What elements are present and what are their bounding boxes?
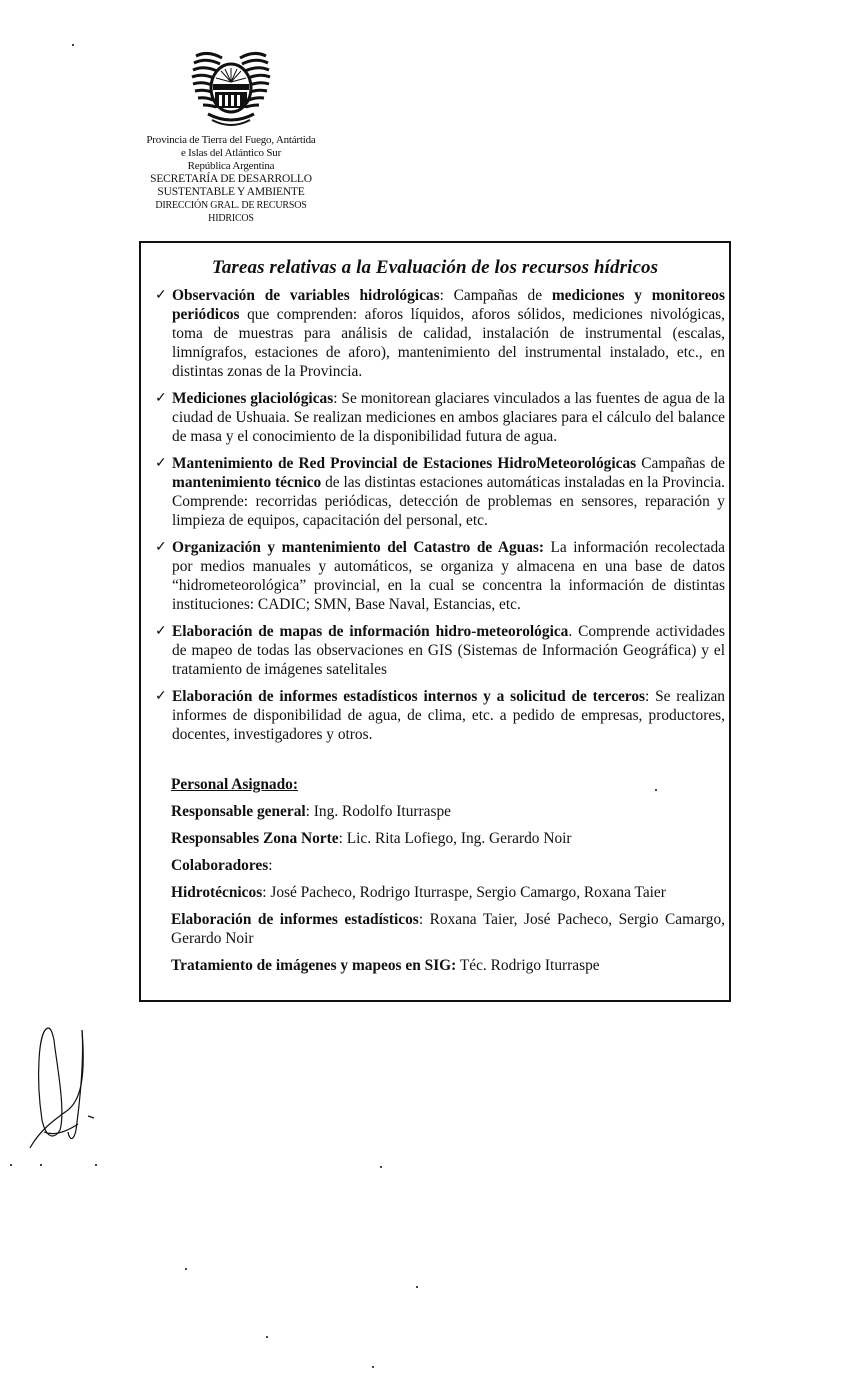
task-item bbox=[155, 389, 725, 446]
scan-speck bbox=[416, 1286, 418, 1288]
personnel-line bbox=[171, 856, 725, 875]
separator: : bbox=[338, 830, 347, 847]
personnel-role: Tratamiento de imágenes y mapeos en SIG: bbox=[171, 957, 457, 974]
task-heading: Mediciones glaciológicas bbox=[172, 390, 334, 407]
separator: : bbox=[268, 857, 273, 874]
personnel-line bbox=[171, 883, 725, 902]
personnel-line bbox=[171, 802, 725, 821]
task-bold-text: mediciones y monitoreos periódicos bbox=[172, 287, 725, 323]
letterhead-secretariat-line-1: SECRETARÍA DE DESARROLLO bbox=[150, 173, 312, 185]
task-heading: Mantenimiento de Red Provincial de Estaciones HidroMeteorológicas bbox=[172, 455, 637, 472]
task-item bbox=[155, 454, 725, 530]
tasks-box bbox=[139, 241, 731, 1002]
task-heading: Elaboración de informes estadísticos internos y a solicitud de terceros bbox=[172, 688, 646, 705]
provincial-coat-of-arms-icon bbox=[188, 46, 274, 128]
personnel-line bbox=[171, 956, 725, 975]
handwritten-signature-icon bbox=[20, 1020, 120, 1150]
separator: : bbox=[418, 911, 430, 928]
task-list bbox=[155, 286, 725, 752]
assigned-personnel bbox=[171, 775, 725, 983]
check-mark-icon: ✓ bbox=[155, 540, 167, 555]
personnel-role: Responsables Zona Norte bbox=[171, 830, 339, 847]
letterhead-province-line-2: e Islas del Atlántico Sur bbox=[180, 147, 282, 159]
letterhead-province-line-1: Provincia de Tierra del Fuego, Antártida bbox=[146, 134, 316, 146]
personnel-names: Ing. Rodolfo Iturraspe bbox=[313, 803, 451, 820]
task-text: que comprenden: aforos líquidos, aforos sólidos, mediciones nivológicas, toma de muestras para análisis de calidad, instalación de instrumental (escalas, limnígrafos, estaciones de aforo), mantenimiento del instrumental instalado, etc., en distintas zonas de la Provincia. bbox=[172, 306, 725, 380]
personnel-role: Colaboradores bbox=[171, 857, 269, 874]
task-bold-text: mantenimiento técnico bbox=[172, 474, 322, 491]
task-text: de las distintas estaciones automáticas instaladas en la Provincia. Comprende: recorridas periódicas, detección de problemas en sensores, reparación y limpieza de equipos, capacitación del personal, etc. bbox=[172, 474, 725, 529]
personnel-role: Hidrotécnicos bbox=[171, 884, 263, 901]
scan-speck bbox=[95, 1164, 97, 1166]
personnel-role: Elaboración de informes estadísticos bbox=[171, 911, 419, 928]
task-text: : Campañas de bbox=[439, 287, 552, 304]
letterhead-country: República Argentina bbox=[187, 160, 275, 172]
task-text: Campañas de bbox=[636, 455, 725, 472]
scan-speck bbox=[185, 1268, 187, 1270]
scan-speck bbox=[655, 789, 657, 791]
letterhead bbox=[118, 46, 344, 225]
letterhead-directorate-line-1: DIRECCIÓN GRAL. DE RECURSOS bbox=[155, 200, 307, 211]
task-item bbox=[155, 687, 725, 744]
personnel-heading bbox=[171, 775, 725, 794]
personnel-names: Lic. Rita Lofiego, Ing. Gerardo Noir bbox=[346, 830, 572, 847]
personnel-names: Roxana Taier, José Pacheco, Sergio Camargo, Gerardo Noir bbox=[171, 911, 726, 947]
scan-speck bbox=[72, 44, 74, 46]
task-text: La información recolectada por medios manuales y automáticos, se organiza y almacena en una base de datos “hidrometeorológica” provincial, en la cual se concentra la información de distintas instituciones: CADIC; SMN, Base Naval, Estancias, etc. bbox=[172, 539, 725, 613]
scan-speck bbox=[10, 1164, 12, 1166]
task-text: : Se realizan informes de disponibilidad de agua, de clima, etc. a pedido de empresas, productores, docentes, investigadores y otros. bbox=[172, 688, 725, 743]
scan-speck bbox=[40, 1164, 42, 1166]
check-mark-icon: ✓ bbox=[155, 391, 167, 406]
scan-speck bbox=[266, 1336, 268, 1338]
task-text: . Comprende actividades de mapeo de todas las observaciones en GIS (Sistemas de Información Geográfica) y el tratamiento de imágenes satelitales bbox=[172, 623, 725, 678]
personnel-line bbox=[171, 910, 725, 948]
check-mark-icon: ✓ bbox=[155, 288, 167, 303]
task-heading: Observación de variables hidrológicas bbox=[172, 287, 440, 304]
box-title: Tareas relativas a la Evaluación de los recursos hídricos bbox=[211, 257, 659, 278]
task-text: : Se monitorean glaciares vinculados a las fuentes de agua de la ciudad de Ushuaia. Se realizan mediciones en ambos glaciares para el cálculo del balance de masa y el conocimiento de la disponibilidad futura de agua. bbox=[172, 390, 725, 445]
check-mark-icon: ✓ bbox=[155, 624, 167, 639]
check-mark-icon: ✓ bbox=[155, 456, 167, 471]
task-heading: Elaboración de mapas de información hidro-meteorológica bbox=[172, 623, 569, 640]
check-mark-icon: ✓ bbox=[155, 689, 167, 704]
personnel-role: Responsable general bbox=[171, 803, 306, 820]
task-item bbox=[155, 622, 725, 679]
letterhead-directorate-line-2: HIDRICOS bbox=[208, 213, 254, 224]
task-heading: Organización y mantenimiento del Catastro de Aguas: bbox=[172, 539, 545, 556]
personnel-heading-colon: : bbox=[292, 776, 299, 793]
personnel-heading-text: Personal Asignado bbox=[171, 776, 293, 793]
scan-speck bbox=[372, 1366, 374, 1368]
separator: : bbox=[305, 803, 314, 820]
personnel-names: Téc. Rodrigo Iturraspe bbox=[459, 957, 600, 974]
personnel-line bbox=[171, 829, 725, 848]
scan-speck bbox=[380, 1166, 382, 1168]
letterhead-secretariat-line-2: SUSTENTABLE Y AMBIENTE bbox=[157, 186, 305, 198]
task-item bbox=[155, 286, 725, 381]
personnel-names: José Pacheco, Rodrigo Iturraspe, Sergio Camargo, Roxana Taier bbox=[270, 884, 666, 901]
task-item bbox=[155, 538, 725, 614]
separator: : bbox=[262, 884, 271, 901]
